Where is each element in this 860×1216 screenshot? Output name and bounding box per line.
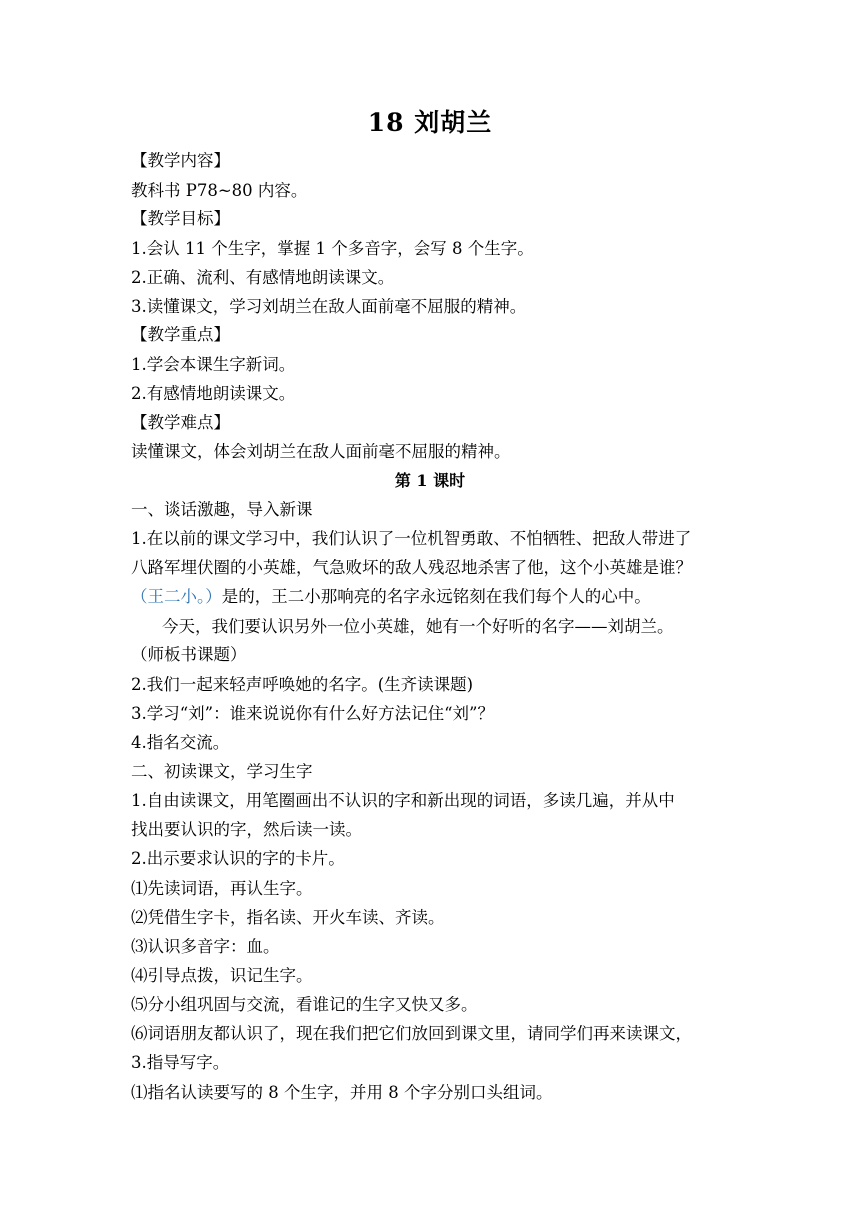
lesson-title: 18 刘胡兰 [367,108,493,137]
text-line: 八路军埋伏圈的小英雄，气急败坏的敌人残忍地杀害了他，这个小英雄是谁？ [131,558,692,577]
section-heading-key-points: 【教学重点】 [131,325,230,344]
text-line: ⑶认识多音字：血。 [131,937,280,956]
section-heading-difficulties: 【教学难点】 [131,413,230,432]
text-line: ⑴先读词语，再认生字。 [131,879,313,898]
text-line: ⑵凭借生字卡，指名读、开火车读、齐读。 [131,908,445,927]
text-line: 1.自由读课文，用笔圈画出不认识的字和新出现的词语，多读几遍，并从中 [131,791,675,810]
text-line: 1.学会本课生字新词。 [131,355,296,374]
text-line: 找出要认识的字，然后读一读。 [131,820,362,839]
answer-text: （王二小。） [131,587,222,606]
text-line: 2.我们一起来轻声呼唤她的名字。(生齐读课题) [131,675,474,694]
text-line: 3.读懂课文，学习刘胡兰在敌人面前毫不屈服的精神。 [131,297,527,316]
text-line: 读懂课文，体会刘胡兰在敌人面前毫不屈服的精神。 [131,442,511,461]
text-line: 2.出示要求认识的字的卡片。 [131,849,345,868]
text-line: 二、初读课文，学习生字 [131,762,313,781]
text-line: 一、谈话激趣，导入新课 [131,500,313,519]
text-line: 今天，我们要认识另外一位小英雄，她有一个好听的名字——刘胡兰。 [162,617,674,636]
text-line: ⑴指名认读要写的 8 个生字，并用 8 个字分别口头组词。 [131,1083,553,1102]
answer-followup-text: 是的，王二小那响亮的名字永远铭刻在我们每个人的心中。 [221,587,651,606]
text-line: ⑸分小组巩固与交流，看谁记的生字又快又多。 [131,995,478,1014]
text-line: 3.学习“刘”：谁来说说你有什么好方法记住“刘”？ [131,704,494,723]
text-line: 1.会认 11 个生字，掌握 1 个多音字，会写 8 个生字。 [131,239,534,258]
section-heading-content: 【教学内容】 [131,151,230,170]
text-line: 2.有感情地朗读课文。 [131,384,296,403]
text-line: 1.在以前的课文学习中，我们认识了一位机智勇敢、不怕牺牲、把敌人带进了 [131,529,692,548]
text-line: ⑷引导点拨，识记生字。 [131,966,313,985]
lesson-period-heading: 第 1 课时 [394,471,466,490]
text-line: 教科书 P78~80 内容。 [131,181,308,200]
text-line: 3.指导写字。 [131,1053,230,1072]
text-line: 2.正确、流利、有感情地朗读课文。 [131,268,395,287]
section-heading-goals: 【教学目标】 [131,209,230,228]
text-line: （师板书课题） [131,645,247,664]
text-line: 4.指名交流。 [131,733,230,752]
answer-line [131,587,731,607]
text-line: ⑹词语朋友都认识了，现在我们把它们放回到课文里，请同学们再来读课文， [131,1024,692,1043]
